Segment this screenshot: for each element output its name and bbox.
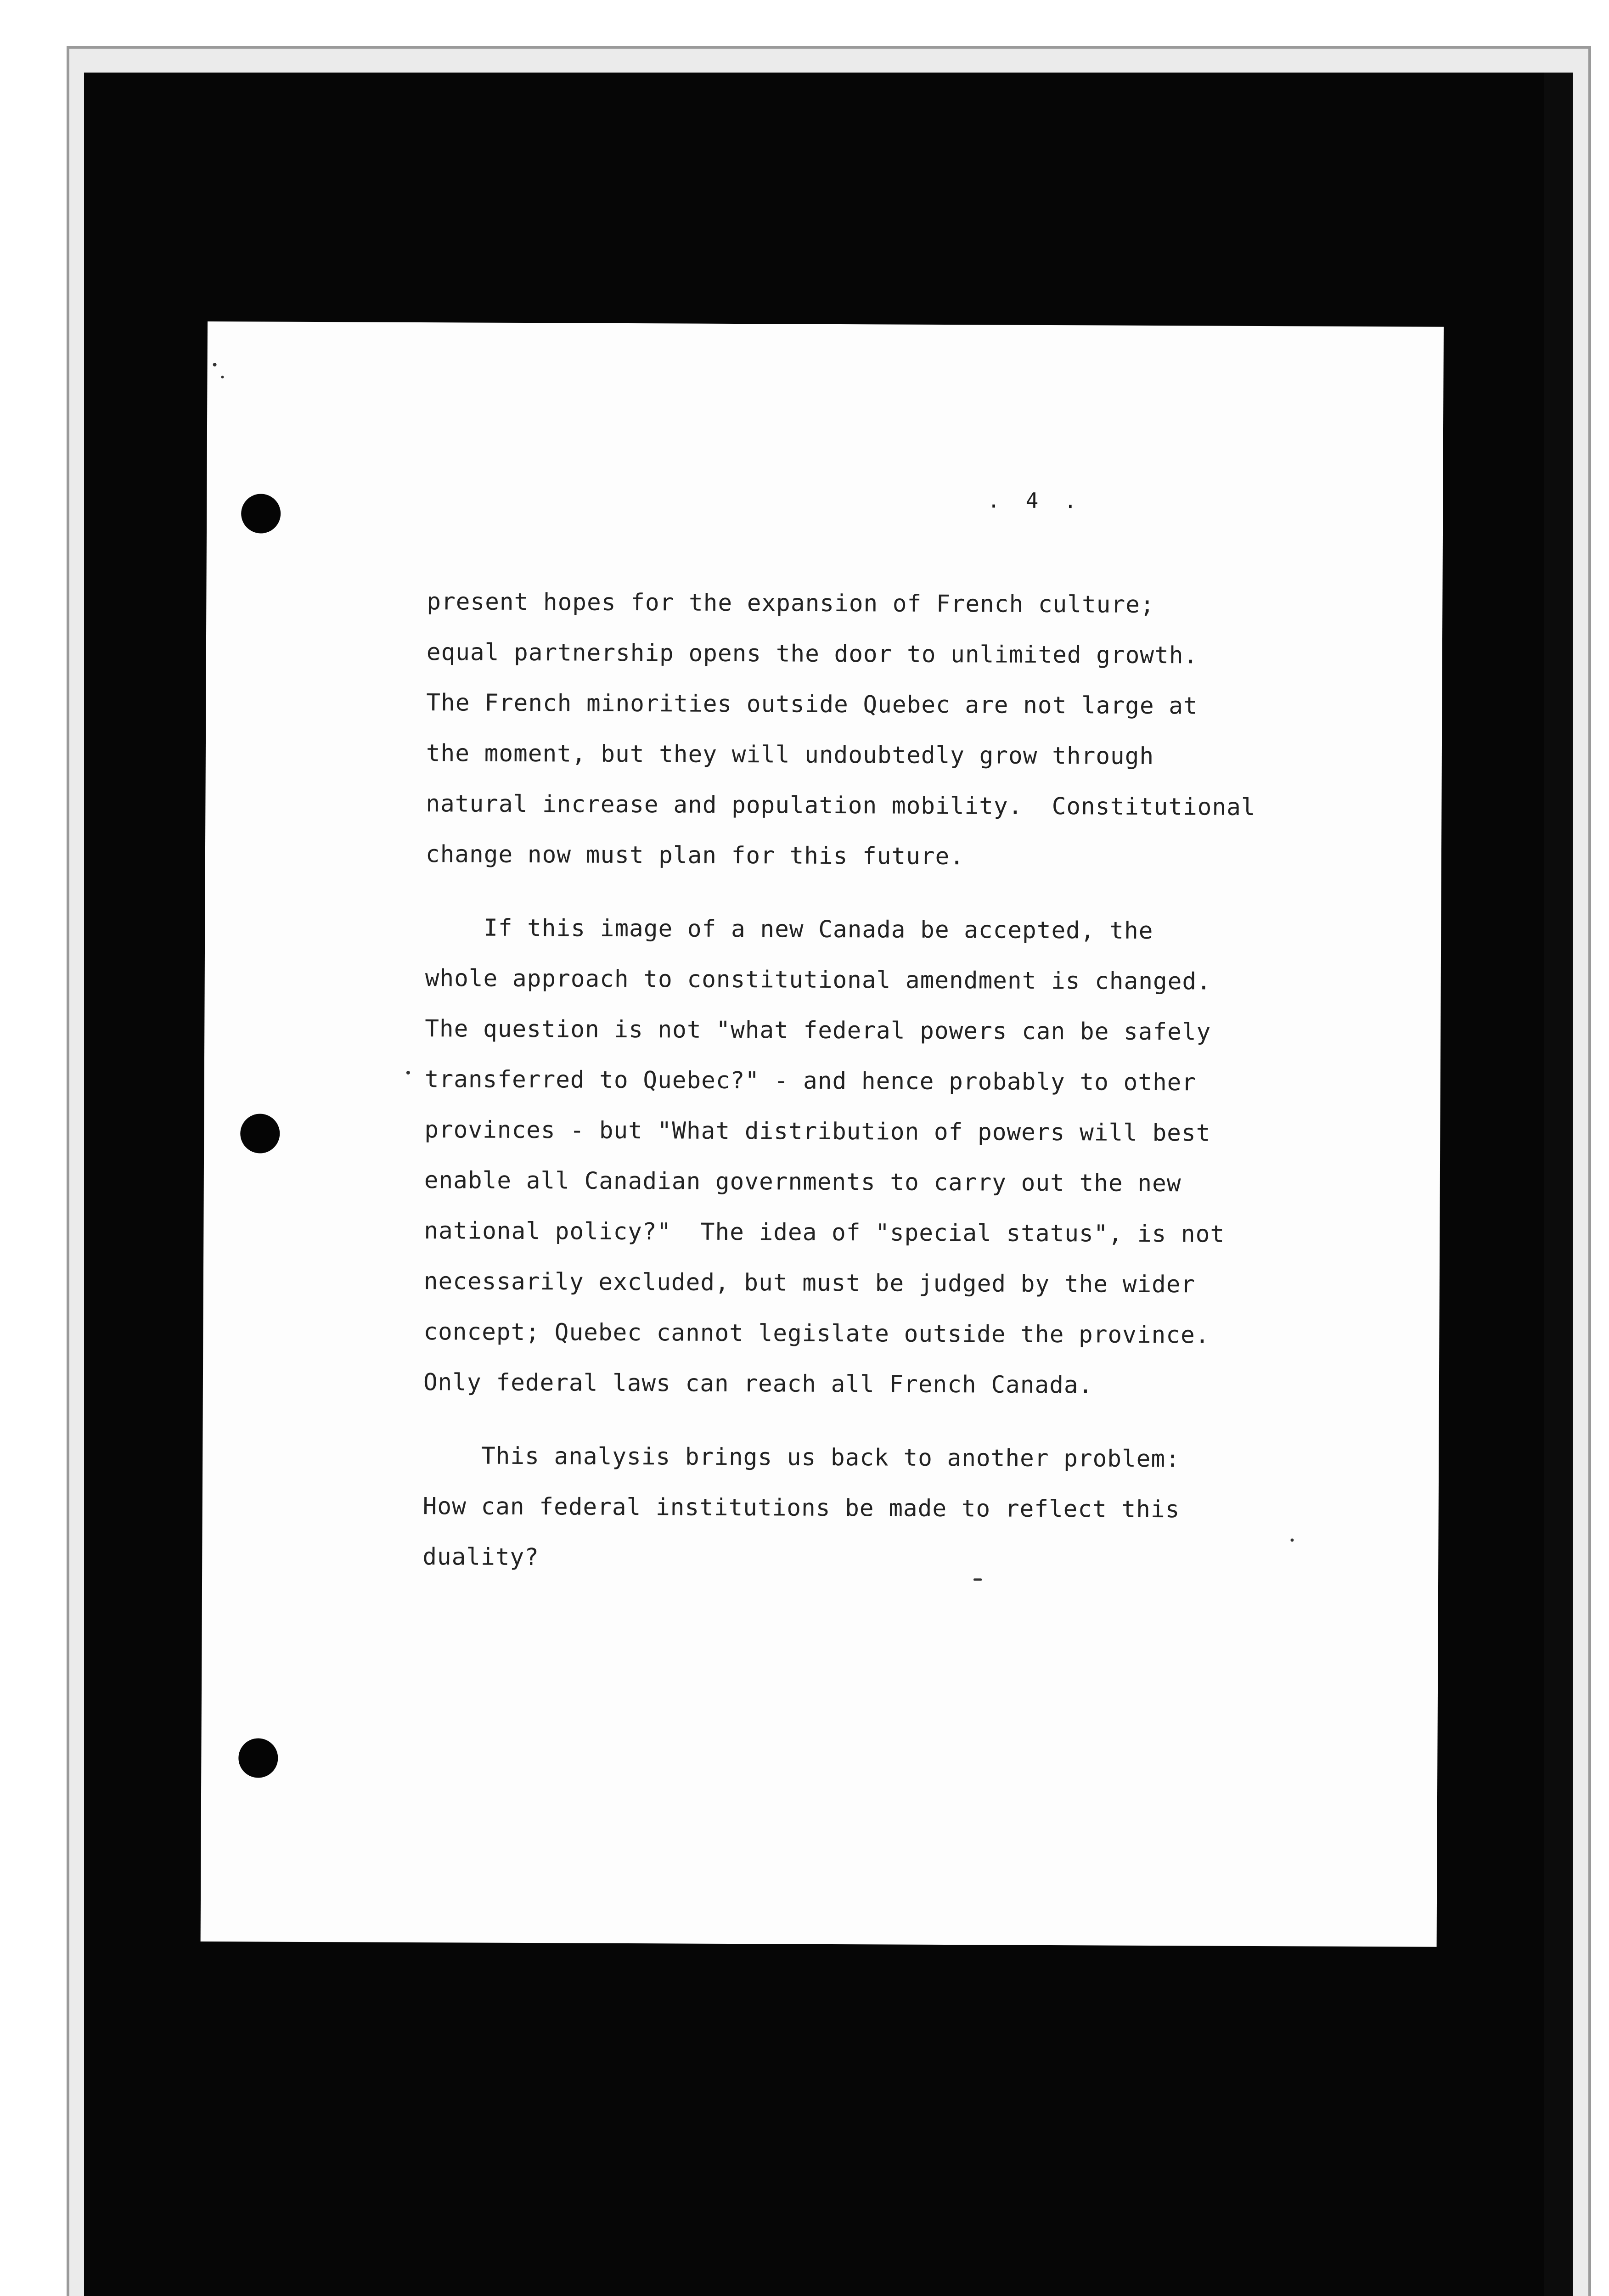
document-page bbox=[201, 321, 1444, 1947]
paper-speck bbox=[973, 1578, 982, 1581]
paper-speck bbox=[1290, 1538, 1294, 1542]
text-line: national policy?" The idea of "special status", is not bbox=[424, 1217, 1225, 1248]
text-line: The question is not "what federal powers can be safely bbox=[425, 1015, 1211, 1046]
punch-hole-middle bbox=[240, 1114, 280, 1153]
text-line: concept; Quebec cannot legislate outside the province. bbox=[423, 1318, 1210, 1349]
text-line: This analysis brings us back to another problem: bbox=[423, 1442, 1180, 1473]
paper-speck bbox=[221, 376, 224, 378]
paper-speck bbox=[213, 363, 217, 366]
text-line: enable all Canadian governments to carry out the new bbox=[424, 1167, 1181, 1198]
text-line: Only federal laws can reach all French Canada. bbox=[423, 1369, 1093, 1399]
text-line: How can federal institutions be made to reflect this bbox=[422, 1493, 1180, 1524]
text-line: provinces - but "What distribution of powers will best bbox=[424, 1116, 1211, 1147]
paper-speck bbox=[406, 1071, 410, 1075]
punch-hole-top bbox=[241, 494, 281, 533]
text-line: equal partnership opens the door to unlimited growth. bbox=[426, 639, 1198, 670]
text-line: duality? bbox=[422, 1543, 540, 1571]
text-line: If this image of a new Canada be accepted, the bbox=[425, 914, 1153, 945]
text-line: present hopes for the expansion of French culture; bbox=[427, 588, 1155, 619]
text-line: The French minorities outside Quebec are not large at bbox=[426, 689, 1198, 720]
text-line: necessarily excluded, but must be judged by the wider bbox=[423, 1268, 1196, 1299]
text-line: the moment, but they will undoubtedly grow through bbox=[426, 740, 1154, 771]
film-edge-right bbox=[1544, 73, 1573, 2296]
page-number: . 4 . bbox=[987, 488, 1083, 513]
text-line: natural increase and population mobility. Constitutional bbox=[426, 790, 1256, 821]
punch-hole-bottom bbox=[238, 1738, 278, 1778]
text-line: change now must plan for this future. bbox=[425, 841, 965, 871]
text-line: transferred to Quebec?" - and hence probably to other bbox=[424, 1066, 1197, 1097]
text-line: whole approach to constitutional amendment is changed. bbox=[425, 965, 1211, 996]
